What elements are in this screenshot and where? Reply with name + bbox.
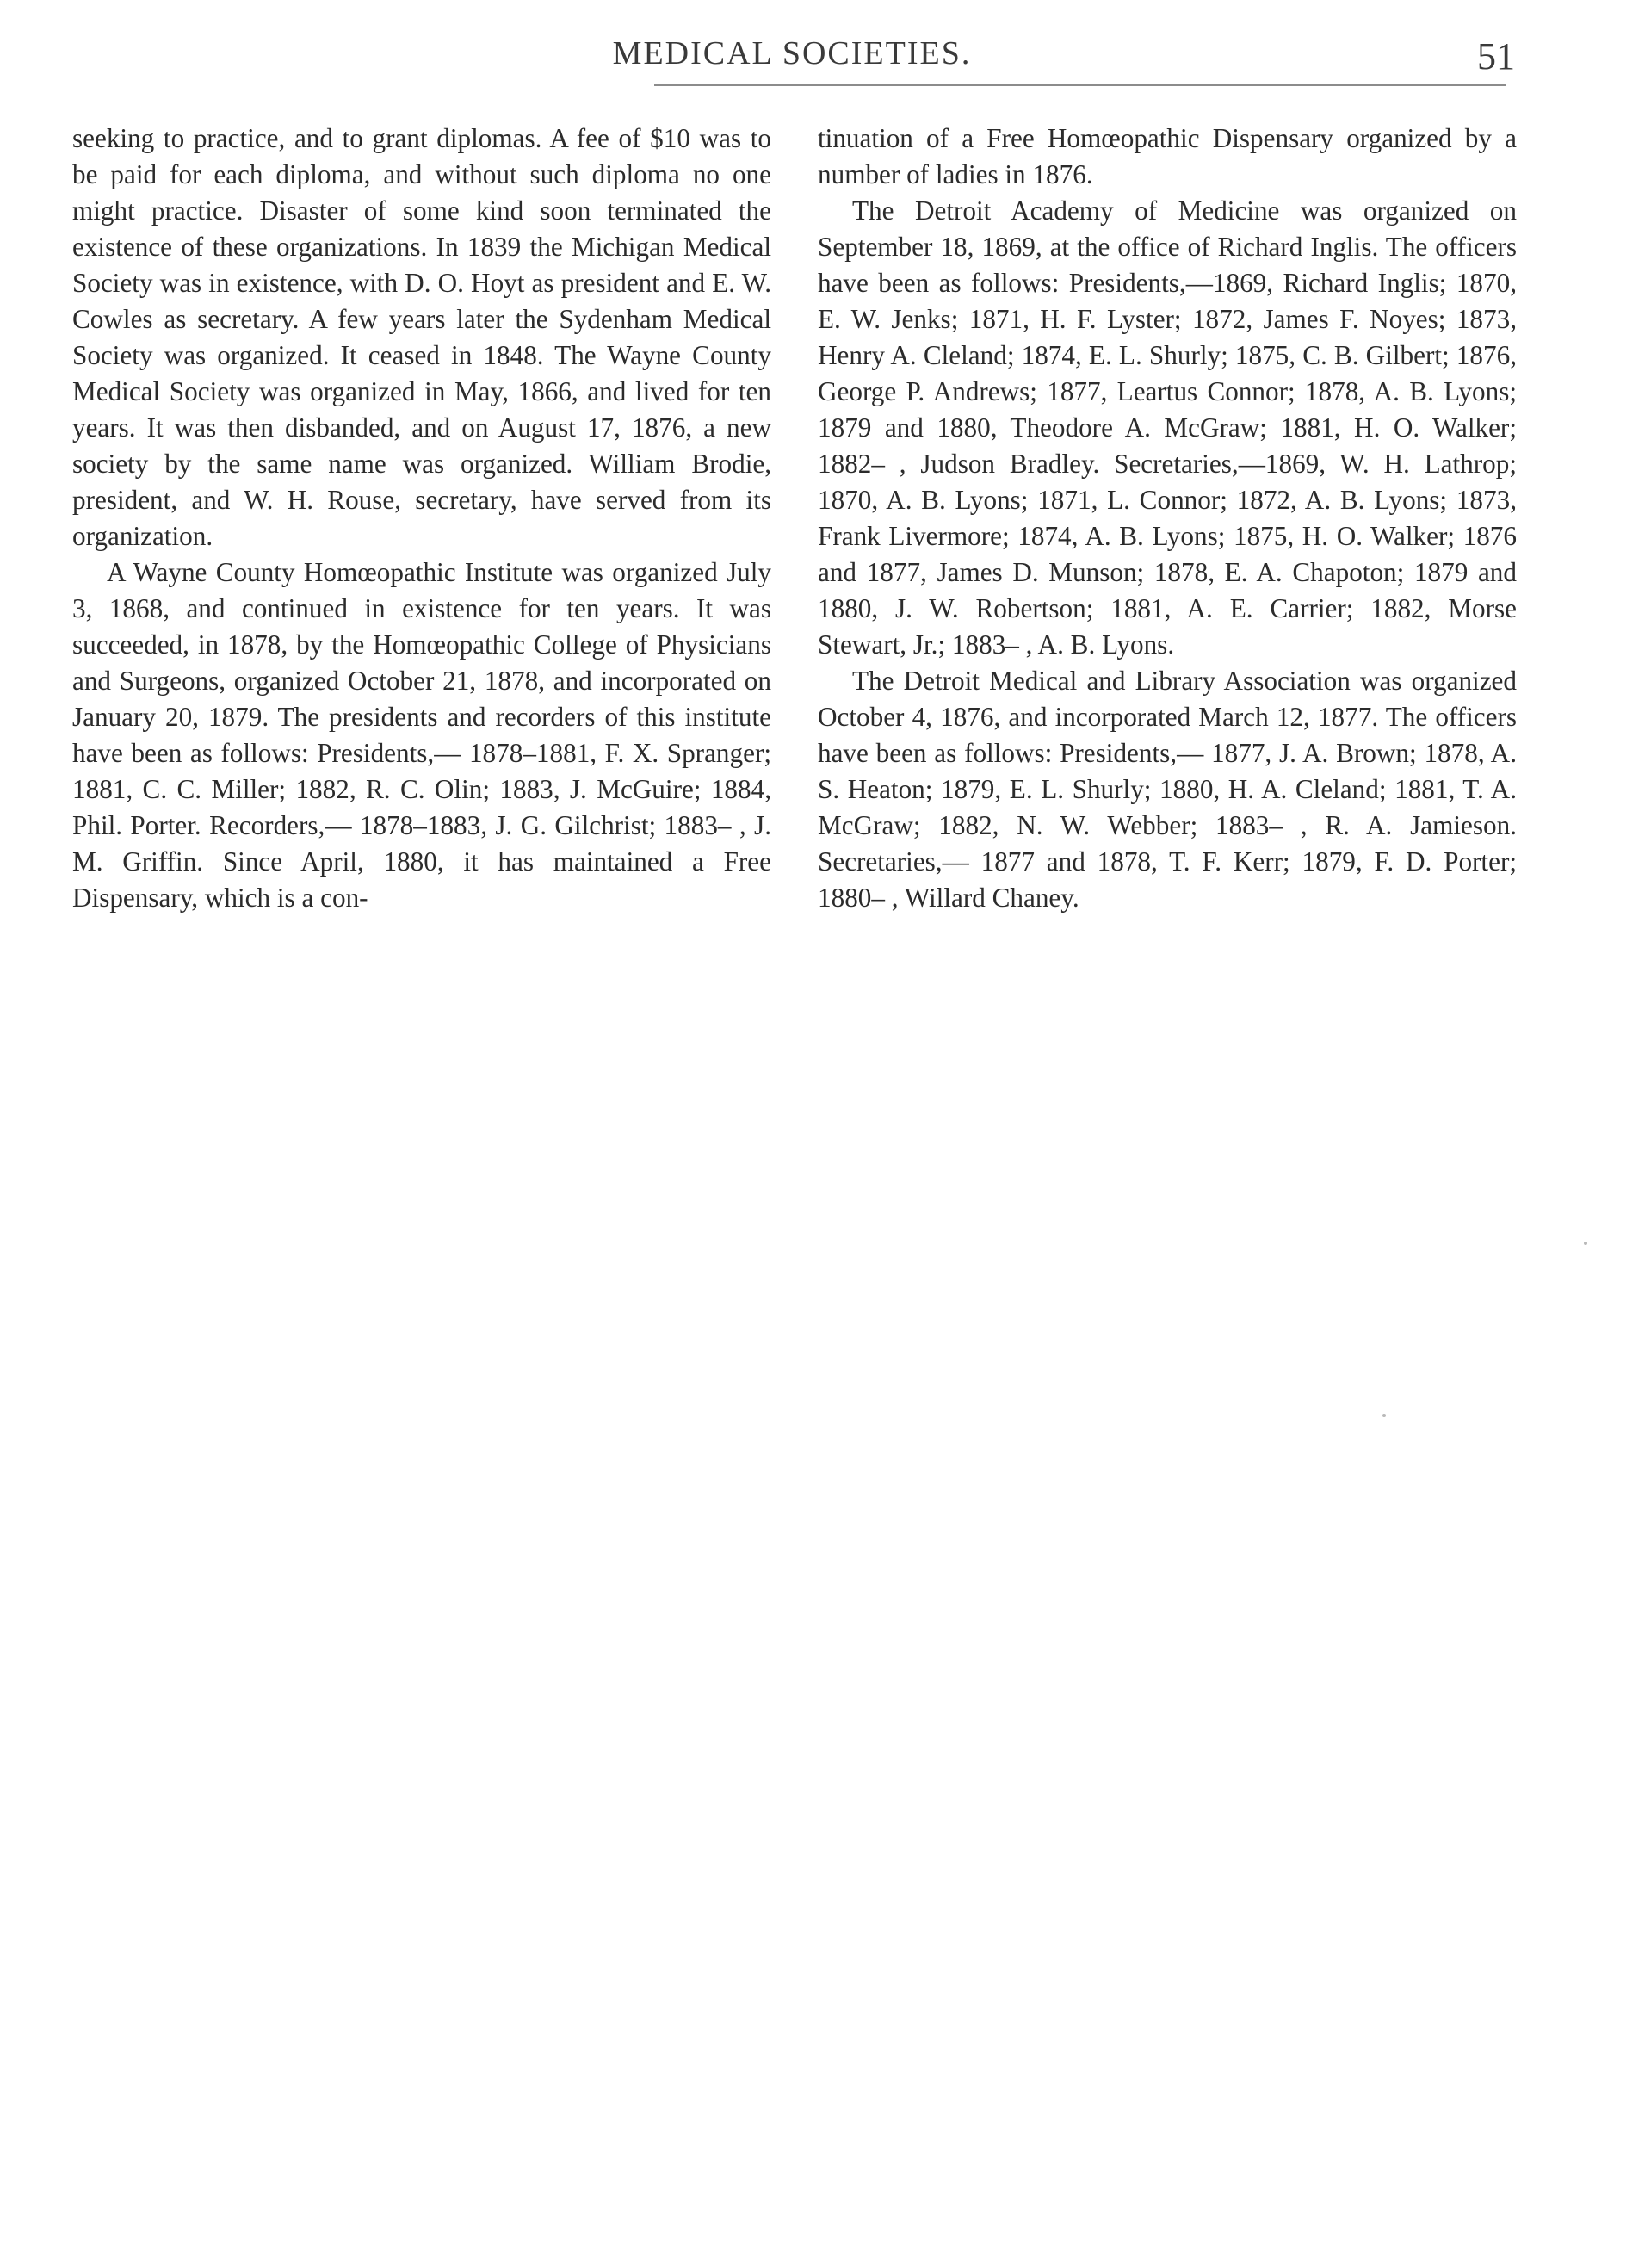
running-title: MEDICAL SOCIETIES.	[612, 35, 972, 71]
left-paragraph-1: seeking to practice, and to grant diplomas. A fee of $10 was to be paid for each diploma, and without such diploma no one might practice. Disaster of some kind soon terminated the existence of these organizations. In 1839 the Michigan Medical Society was in existence, with D. O. Hoyt as president and E. W. Cowles as secretary. A few years later the Sydenham Medical Society was organized. It ceased in 1848. The Wayne County Medical Society was organized in May, 1866, and lived for ten years. It was then disbanded, and on August 17, 1876, a new society by the same name was organized. William Brodie, president, and W. H. Rouse, secretary, have served from its organization.	[72, 123, 771, 551]
paper-speck	[1584, 1242, 1587, 1245]
left-paragraph-2: A Wayne County Homœopathic Institute was organized July 3, 1868, and continued in existence for ten years. It was succeeded, in 1878, by the Homœopathic College of Physicians and Surgeons, organized October 21, 1878, and incorporated on January 20, 1879. The presidents and recorders of this institute have been as follows: Presidents,— 1878–1881, F. X. Spranger; 1881, C. C. Miller; 1882, R. C. Olin; 1883, J. McGuire; 1884, Phil. Porter. Recorders,— 1878–1883, J. G. Gilchrist; 1883– , J. M. Griffin. Since April, 1880, it has maintained a Free Dispensary, which is a con-	[72, 557, 771, 913]
page-number: 51	[1477, 35, 1515, 77]
header-rule	[654, 84, 1506, 86]
paper-speck	[1382, 1414, 1386, 1417]
right-paragraph-2: The Detroit Academy of Medicine was organized on September 18, 1869, at the office of Richard Inglis. The officers have been as follows: Presidents,—1869, Richard Inglis; 1870, E. W. Jenks; 1871, H. F. Lyster; 1872, James F. Noyes; 1873, Henry A. Cleland; 1874, E. L. Shurly; 1875, C. B. Gilbert; 1876, George P. Andrews; 1877, Leartus Connor; 1878, A. B. Lyons; 1879 and 1880, Theodore A. McGraw; 1881, H. O. Walker; 1882– , Judson Bradley. Secretaries,—1869, W. H. Lathrop; 1870, A. B. Lyons; 1871, L. Connor; 1872, A. B. Lyons; 1873, Frank Livermore; 1874, A. B. Lyons; 1875, H. O. Walker; 1876 and 1877, James D. Munson; 1878, E. A. Chapoton; 1879 and 1880, J. W. Robertson; 1881, A. E. Carrier; 1882, Morse Stewart, Jr.; 1883– , A. B. Lyons.	[818, 195, 1517, 660]
running-head	[69, 34, 1515, 86]
right-paragraph-3: The Detroit Medical and Library Association was organized October 4, 1876, and incorporated March 12, 1877. The officers have been as follows: Presidents,— 1877, J. A. Brown; 1878, A. S. Heaton; 1879, E. L. Shurly; 1880, H. A. Cleland; 1881, T. A. McGraw; 1882, N. W. Webber; 1883– , R. A. Jamieson. Secretaries,— 1877 and 1878, T. F. Kerr; 1879, F. D. Porter; 1880– , Willard Chaney.	[818, 666, 1517, 913]
right-column	[818, 121, 1517, 916]
left-column	[72, 121, 771, 916]
right-paragraph-1: tinuation of a Free Homœopathic Dispensary organized by a number of ladies in 1876.	[818, 123, 1517, 189]
